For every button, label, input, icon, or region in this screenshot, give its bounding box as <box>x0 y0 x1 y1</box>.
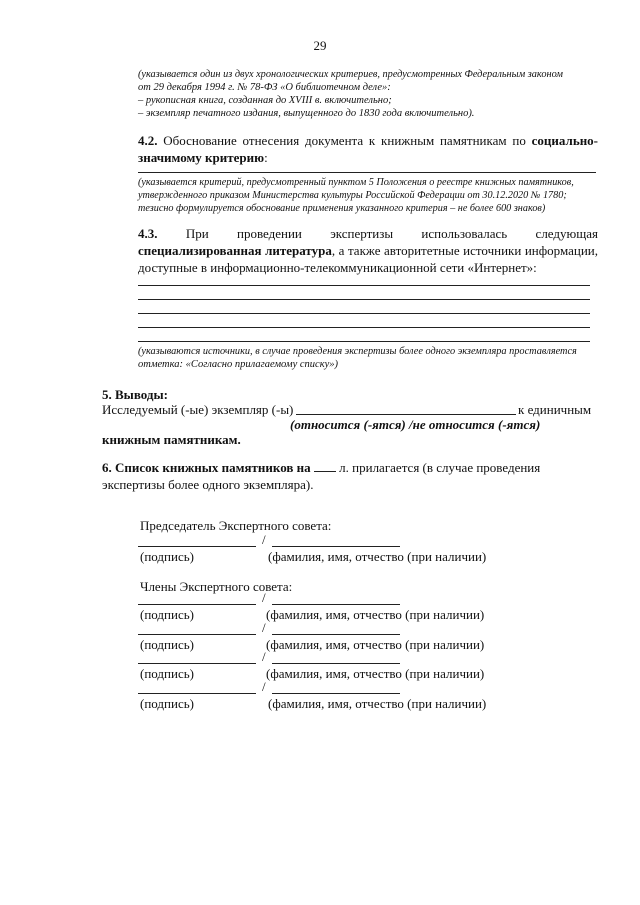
signature-line <box>138 693 256 694</box>
section-text: Обоснование отнесения документа к книжным памятникам по <box>163 133 526 148</box>
signature-caption: (подпись) <box>140 696 194 711</box>
fill-line <box>138 299 590 300</box>
members-label: Члены Экспертного совета: <box>140 579 293 594</box>
section-5-title: 5. Выводы: <box>102 387 168 402</box>
note-line: отметка: «Согласно прилагаемому списку») <box>138 359 339 370</box>
conclusion-hint: (относится (-ятся) /не относится (-ятся) <box>290 417 541 432</box>
chrono-note-line: (указывается один из двух хронологических критериев, предусмотренных Федеральным законом <box>138 69 563 80</box>
signature-caption: (подпись) <box>140 637 194 652</box>
name-caption: (фамилия, имя, отчество (при наличии) <box>266 637 485 652</box>
section-4-2-note <box>138 176 600 215</box>
signature-caption: (подпись) <box>140 607 194 622</box>
section-text: л. прилагается (в случае проведения экспертизы более одного экземпляра). <box>102 460 541 492</box>
section-text: Список книжных памятников на <box>115 460 311 475</box>
slash-separator: / <box>262 649 266 664</box>
conclusion-line-2: книжным памятникам. <box>102 432 241 447</box>
fill-line <box>138 341 590 342</box>
name-caption: (фамилия, имя, отчество (при наличии) <box>266 607 485 622</box>
section-number: 4.3. <box>138 226 158 241</box>
section-4-3 <box>138 225 598 276</box>
section-4-2 <box>138 132 598 166</box>
fill-line <box>138 327 590 328</box>
section-text: При проведении экспертизы использовалась следующая <box>185 226 598 241</box>
sheet-count-blank <box>314 459 336 472</box>
note-line: тезисно формулируется обоснование применения указанного критерия – не более 600 знаков) <box>138 203 546 214</box>
name-line <box>272 663 400 664</box>
section-bold-text: специализированная литература <box>138 243 332 258</box>
section-number: 4.2. <box>138 133 158 148</box>
note-line: утвержденного приказом Министерства культуры Российской Федерации от 30.12.2020 № 1780; <box>138 190 567 201</box>
section-text-tail: : <box>264 150 268 165</box>
slash-separator: / <box>262 590 266 605</box>
fill-line <box>138 285 590 286</box>
name-line <box>272 634 400 635</box>
slash-separator: / <box>262 620 266 635</box>
section-number: 6. <box>102 460 112 475</box>
note-line: (указываются источники, в случае проведения экспертизы более одного экземпляра проставляется <box>138 346 577 357</box>
chrono-note-line: от 29 декабря 1994 г. № 78-ФЗ «О библиотечном деле»: <box>138 82 391 93</box>
page-number: 29 <box>313 38 327 53</box>
slash-separator: / <box>262 532 266 547</box>
name-caption: (фамилия, имя, отчество (при наличии) <box>266 666 485 681</box>
section-text: , а также авторитетные источники информации, доступные в информационно-телекоммуникационной сети «Интернет»: <box>138 243 598 275</box>
conclusion-line-start: Исследуемый (-ые) экземпляр (-ы) <box>102 402 294 417</box>
name-line <box>272 693 400 694</box>
name-line <box>272 546 400 547</box>
chair-label: Председатель Экспертного совета: <box>140 518 332 533</box>
name-caption: (фамилия, имя, отчество (при наличии) <box>268 696 487 711</box>
name-caption: (фамилия, имя, отчество (при наличии) <box>268 549 487 564</box>
signature-line <box>138 663 256 664</box>
note-line: (указывается критерий, предусмотренный пунктом 5 Положения о реестре книжных памятников, <box>138 177 574 188</box>
section-4-3-note <box>138 345 600 371</box>
conclusion-blank <box>296 414 516 415</box>
signature-line <box>138 634 256 635</box>
section-bold-text: социально-значимому критерию <box>138 133 599 165</box>
signature-caption: (подпись) <box>140 666 194 681</box>
conclusion-line-end: к единичным <box>518 402 592 417</box>
slash-separator: / <box>262 679 266 694</box>
chrono-note-line: – экземпляр печатного издания, выпущенного до 1830 года включительно). <box>138 108 475 119</box>
chrono-note <box>138 68 600 120</box>
signature-line <box>138 546 256 547</box>
name-line <box>272 604 400 605</box>
chrono-note-line: – рукописная книга, созданная до XVIII в. включительно; <box>138 95 392 106</box>
fill-line <box>138 172 596 173</box>
signature-line <box>138 604 256 605</box>
signature-caption: (подпись) <box>140 549 194 564</box>
fill-line <box>138 313 590 314</box>
section-6 <box>102 459 602 493</box>
